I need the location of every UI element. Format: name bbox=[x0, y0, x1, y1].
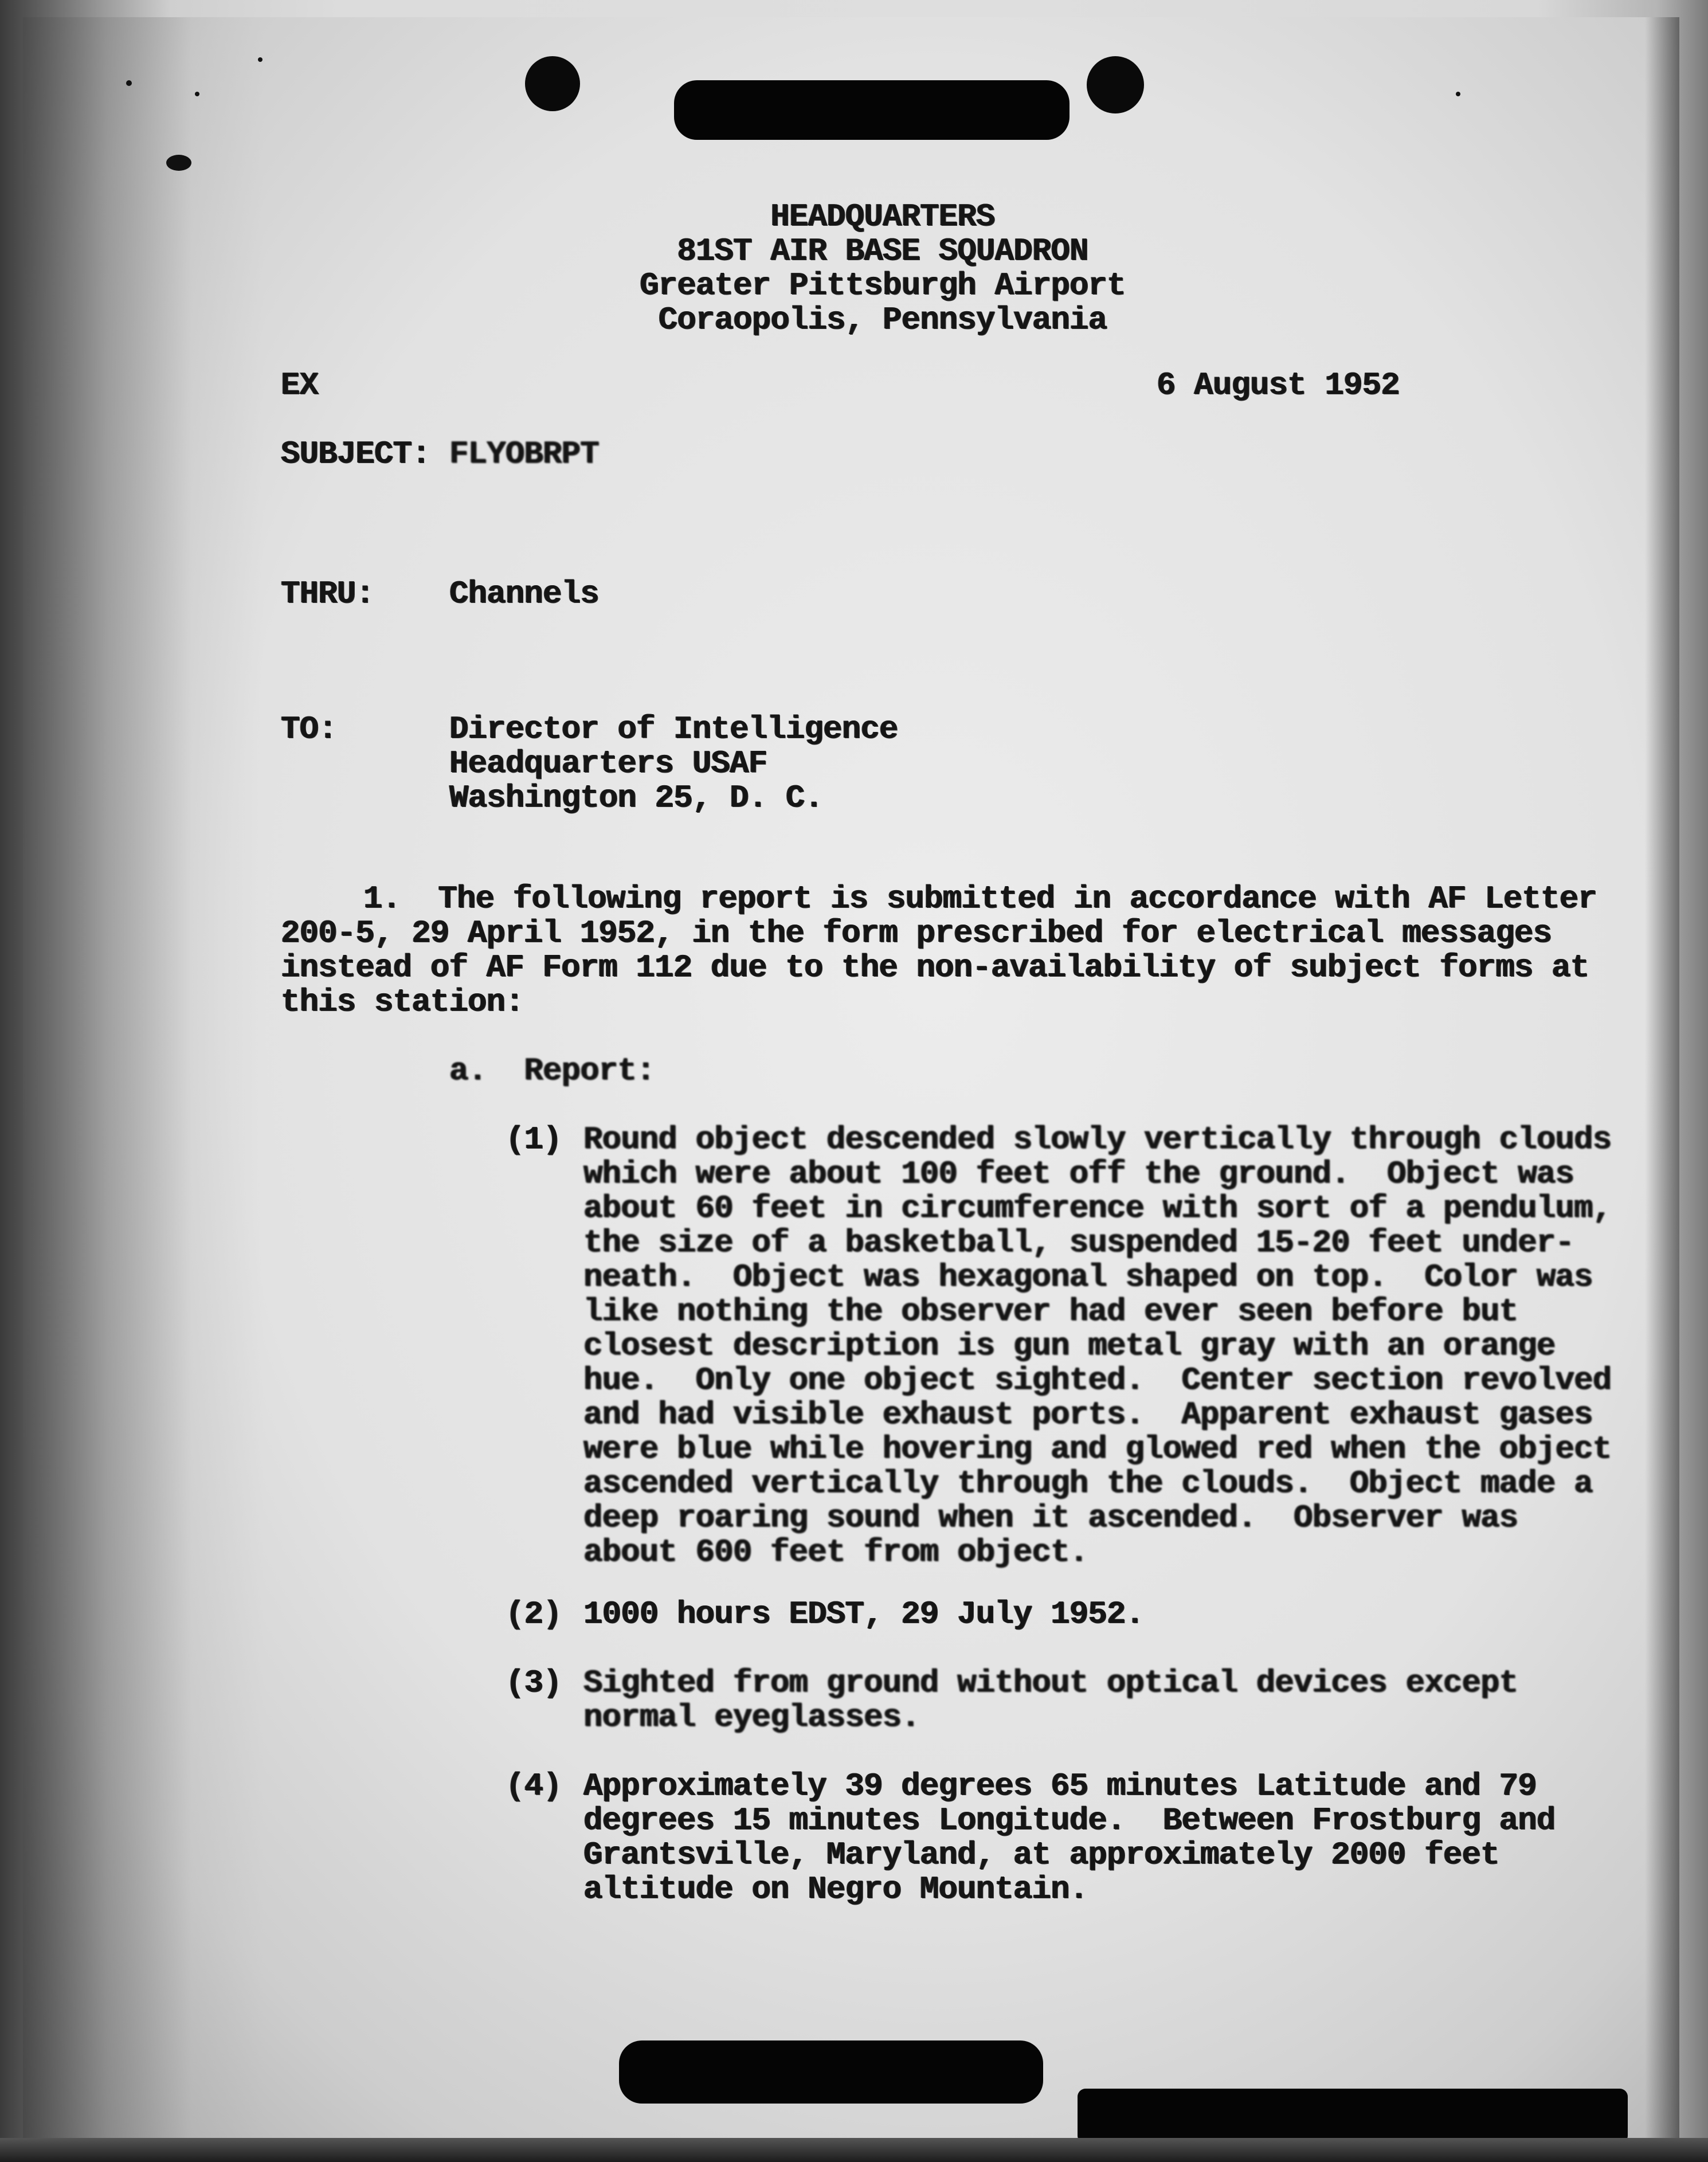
item-3-line-2: normal eyeglasses. bbox=[583, 1699, 920, 1736]
letterhead-line-4: Coraopolis, Pennsylvania bbox=[658, 301, 1107, 338]
paragraph-1-line-2: 200-5, 29 April 1952, in the form prescribed for electrical messages bbox=[281, 915, 1552, 951]
paragraph-1-line-1: 1. The following report is submitted in accordance with AF Letter bbox=[363, 880, 1597, 917]
speck bbox=[126, 80, 132, 86]
scan-bottom-edge bbox=[0, 2138, 1708, 2162]
to-line-1: Director of Intelligence bbox=[449, 711, 898, 747]
item-3-line-1: Sighted from ground without optical devices except bbox=[583, 1664, 1518, 1701]
punch-hole-right bbox=[1087, 56, 1144, 113]
item-1-number: (1) bbox=[506, 1121, 562, 1158]
subject-label: SUBJECT: bbox=[281, 436, 430, 472]
item-1-line-4: the size of a basketball, suspended 15-20 feet under- bbox=[583, 1224, 1574, 1261]
item-3-number: (3) bbox=[506, 1664, 562, 1701]
item-1-line-9: and had visible exhaust ports. Apparent exhaust gases bbox=[583, 1396, 1593, 1433]
item-4-line-2: degrees 15 minutes Longitude. Between Frostburg and bbox=[583, 1802, 1556, 1839]
redaction-bar-top bbox=[674, 80, 1070, 140]
paragraph-1-line-3: instead of AF Form 112 due to the non-availability of subject forms at bbox=[281, 949, 1589, 986]
item-2-line-1: 1000 hours EDST, 29 July 1952. bbox=[583, 1596, 1145, 1632]
item-1-line-7: closest description is gun metal gray with an orange bbox=[583, 1327, 1556, 1364]
item-4-line-4: altitude on Negro Mountain. bbox=[583, 1871, 1088, 1908]
to-label: TO: bbox=[281, 711, 337, 747]
paragraph-1-line-4: this station: bbox=[281, 984, 524, 1020]
item-1-line-10: were blue while hovering and glowed red when the object bbox=[583, 1431, 1612, 1467]
speck bbox=[1456, 92, 1460, 96]
item-4-number: (4) bbox=[506, 1768, 562, 1804]
section-label-report: a. Report: bbox=[449, 1052, 655, 1089]
item-1-line-2: which were about 100 feet off the ground. Object was bbox=[583, 1156, 1574, 1192]
letterhead-line-1: HEADQUARTERS bbox=[770, 198, 995, 235]
redaction-bar-bottom-center bbox=[619, 2040, 1043, 2104]
to-line-3: Washington 25, D. C. bbox=[449, 780, 824, 816]
item-1-line-11: ascended vertically through the clouds. Object made a bbox=[583, 1465, 1593, 1502]
subject-value: FLYOBRPT bbox=[449, 436, 599, 472]
punch-hole-left bbox=[525, 56, 580, 111]
item-4-line-1: Approximately 39 degrees 65 minutes Latitude and 79 bbox=[583, 1768, 1537, 1804]
item-2-number: (2) bbox=[506, 1596, 562, 1632]
item-1-line-12: deep roaring sound when it ascended. Observer was bbox=[583, 1499, 1518, 1536]
to-line-2: Headquarters USAF bbox=[449, 745, 767, 782]
item-4-line-3: Grantsville, Maryland, at approximately 2000 feet bbox=[583, 1836, 1499, 1873]
item-1-line-5: neath. Object was hexagonal shaped on top. Color was bbox=[583, 1259, 1593, 1295]
letterhead-line-3: Greater Pittsburgh Airport bbox=[640, 267, 1126, 304]
memo-date: 6 August 1952 bbox=[1157, 367, 1400, 404]
document-page bbox=[23, 17, 1679, 2138]
speck bbox=[258, 57, 263, 62]
item-1-line-3: about 60 feet in circumference with sort of a pendulum, bbox=[583, 1190, 1612, 1227]
redaction-bar-bottom-right bbox=[1078, 2089, 1628, 2138]
speck bbox=[195, 92, 199, 96]
thru-label: THRU: bbox=[281, 575, 375, 612]
item-1-line-6: like nothing the observer had ever seen before but bbox=[583, 1293, 1518, 1330]
item-1-line-8: hue. Only one object sighted. Center section revolved bbox=[583, 1362, 1612, 1399]
thru-value: Channels bbox=[449, 575, 599, 612]
letterhead-line-2: 81ST AIR BASE SQUADRON bbox=[677, 233, 1088, 269]
speck bbox=[166, 155, 191, 171]
reference-code: EX bbox=[281, 367, 319, 404]
item-1-line-13: about 600 feet from object. bbox=[583, 1534, 1088, 1570]
item-1-line-1: Round object descended slowly vertically through clouds bbox=[583, 1121, 1612, 1158]
